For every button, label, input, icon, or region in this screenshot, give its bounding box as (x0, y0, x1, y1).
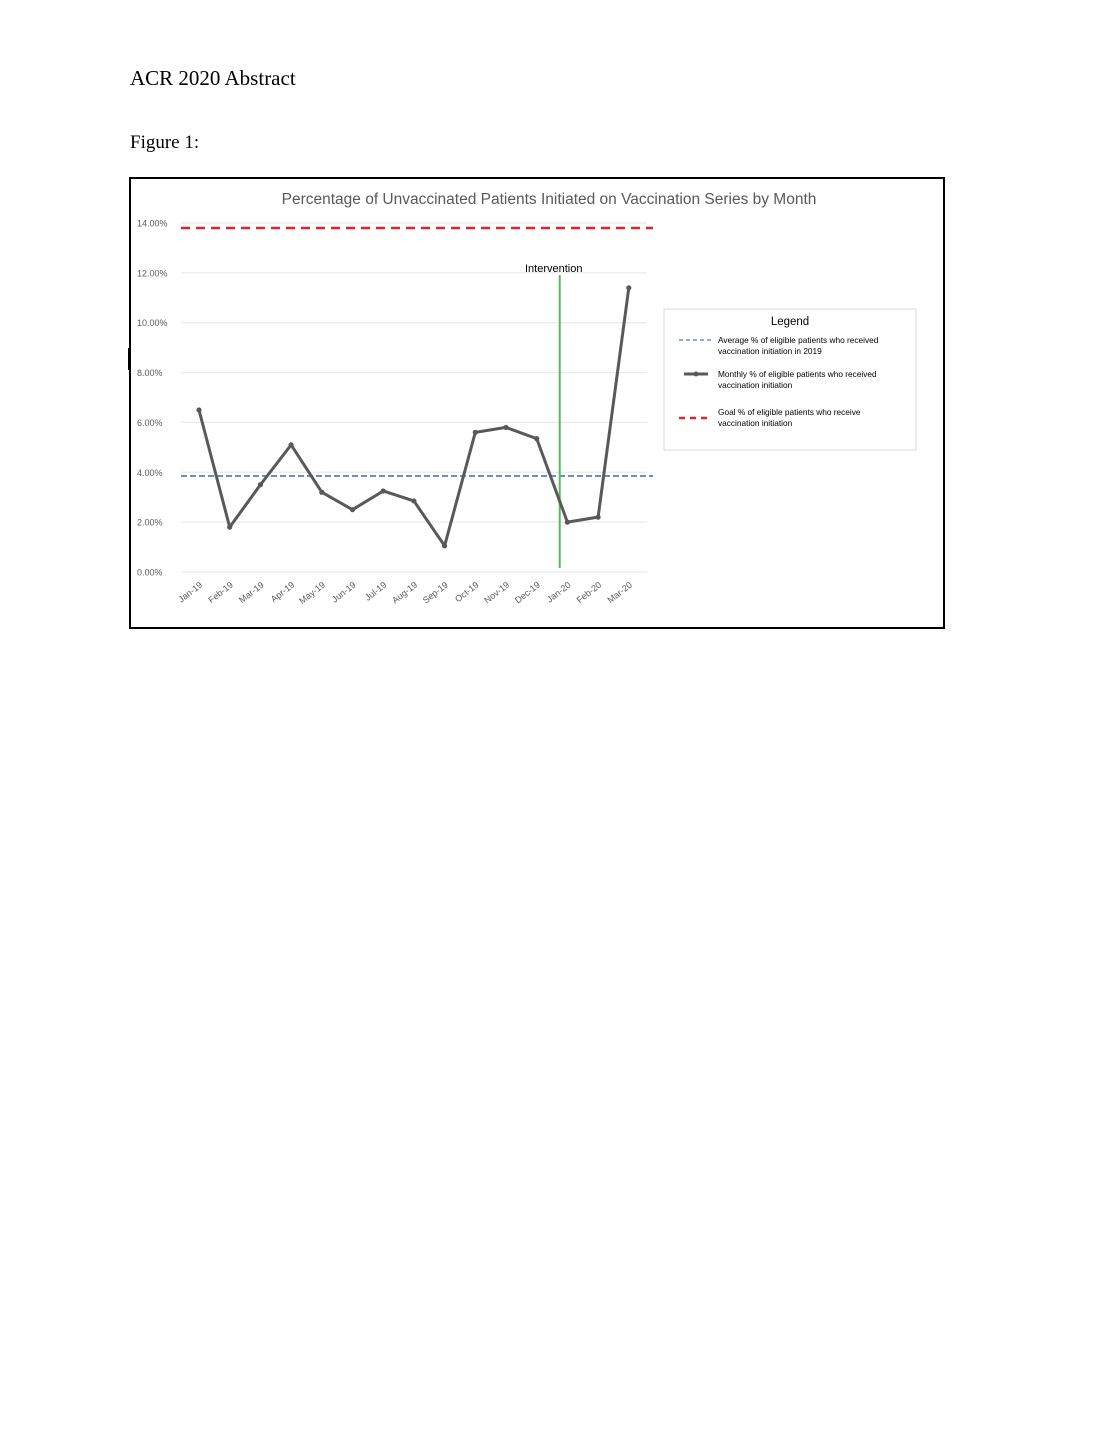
x-tick-label: Mar-20 (605, 579, 635, 606)
document-heading: ACR 2020 Abstract (130, 66, 296, 90)
legend-entry-label: vaccination initiation in 2019 (718, 346, 822, 356)
figure-label: Figure 1: (130, 132, 200, 153)
legend-entry-label: Goal % of eligible patients who receive (718, 407, 861, 417)
y-tick-label: 10.00% (137, 318, 168, 329)
x-tick-label: Dec-19 (512, 579, 542, 606)
x-tick-label: Mar-19 (237, 579, 266, 606)
legend-entry-label: vaccination initiation (718, 380, 793, 390)
legend-title: Legend (770, 316, 810, 328)
x-tick-label: Aug-19 (390, 579, 420, 606)
monthly-data-point (503, 425, 508, 430)
monthly-data-point (442, 543, 447, 548)
legend-swatch-marker (694, 372, 699, 377)
y-tick-label: 6.00% (137, 417, 163, 428)
x-tick-label: Jul-19 (362, 579, 389, 603)
chart-title: Percentage of Unvaccinated Patients Initiated on Vaccination Series by Month (281, 191, 817, 208)
monthly-data-point (227, 525, 232, 530)
monthly-data-point (381, 488, 386, 493)
monthly-data-point (411, 498, 416, 503)
y-tick-labels (137, 219, 168, 578)
legend-entry-label: Monthly % of eligible patients who received (718, 369, 877, 379)
chart-frame (129, 177, 945, 629)
x-tick-label: Jan-20 (544, 579, 573, 605)
line-chart (131, 179, 943, 627)
monthly-series-line (199, 288, 629, 546)
legend-entry-label: vaccination initiation (718, 418, 793, 428)
x-tick-label: Oct-19 (453, 579, 481, 605)
legend (664, 309, 916, 450)
x-tick-label: Feb-19 (206, 579, 235, 606)
x-tick-label: Apr-19 (268, 579, 297, 605)
x-tick-label: Jun-19 (329, 579, 358, 605)
y-tick-label: 14.00% (137, 218, 168, 229)
monthly-data-point (534, 436, 539, 441)
y-tick-label: 0.00% (137, 567, 163, 578)
x-tick-label: Nov-19 (482, 579, 512, 606)
intervention-label: Intervention (524, 263, 583, 275)
monthly-data-point (258, 482, 263, 487)
y-tick-label: 8.00% (137, 368, 163, 379)
x-tick-label: Jan-19 (176, 579, 205, 605)
legend-entry-label: Average % of eligible patients who received (718, 335, 879, 345)
monthly-data-point (350, 507, 355, 512)
x-tick-label: Sep-19 (420, 579, 450, 606)
monthly-data-point (319, 490, 324, 495)
monthly-data-point (596, 515, 601, 520)
x-tick-label: May-19 (297, 579, 328, 607)
y-tick-label: 2.00% (137, 517, 163, 528)
monthly-data-point (626, 285, 631, 290)
x-tick-label: Feb-20 (574, 579, 604, 606)
monthly-data-point (473, 430, 478, 435)
monthly-data-point (565, 520, 570, 525)
y-tick-label: 4.00% (137, 467, 163, 478)
monthly-data-point (196, 407, 201, 412)
monthly-data-point (289, 442, 294, 447)
y-tick-label: 12.00% (137, 268, 168, 279)
monthly-series (196, 285, 631, 548)
x-tick-labels (176, 580, 634, 606)
